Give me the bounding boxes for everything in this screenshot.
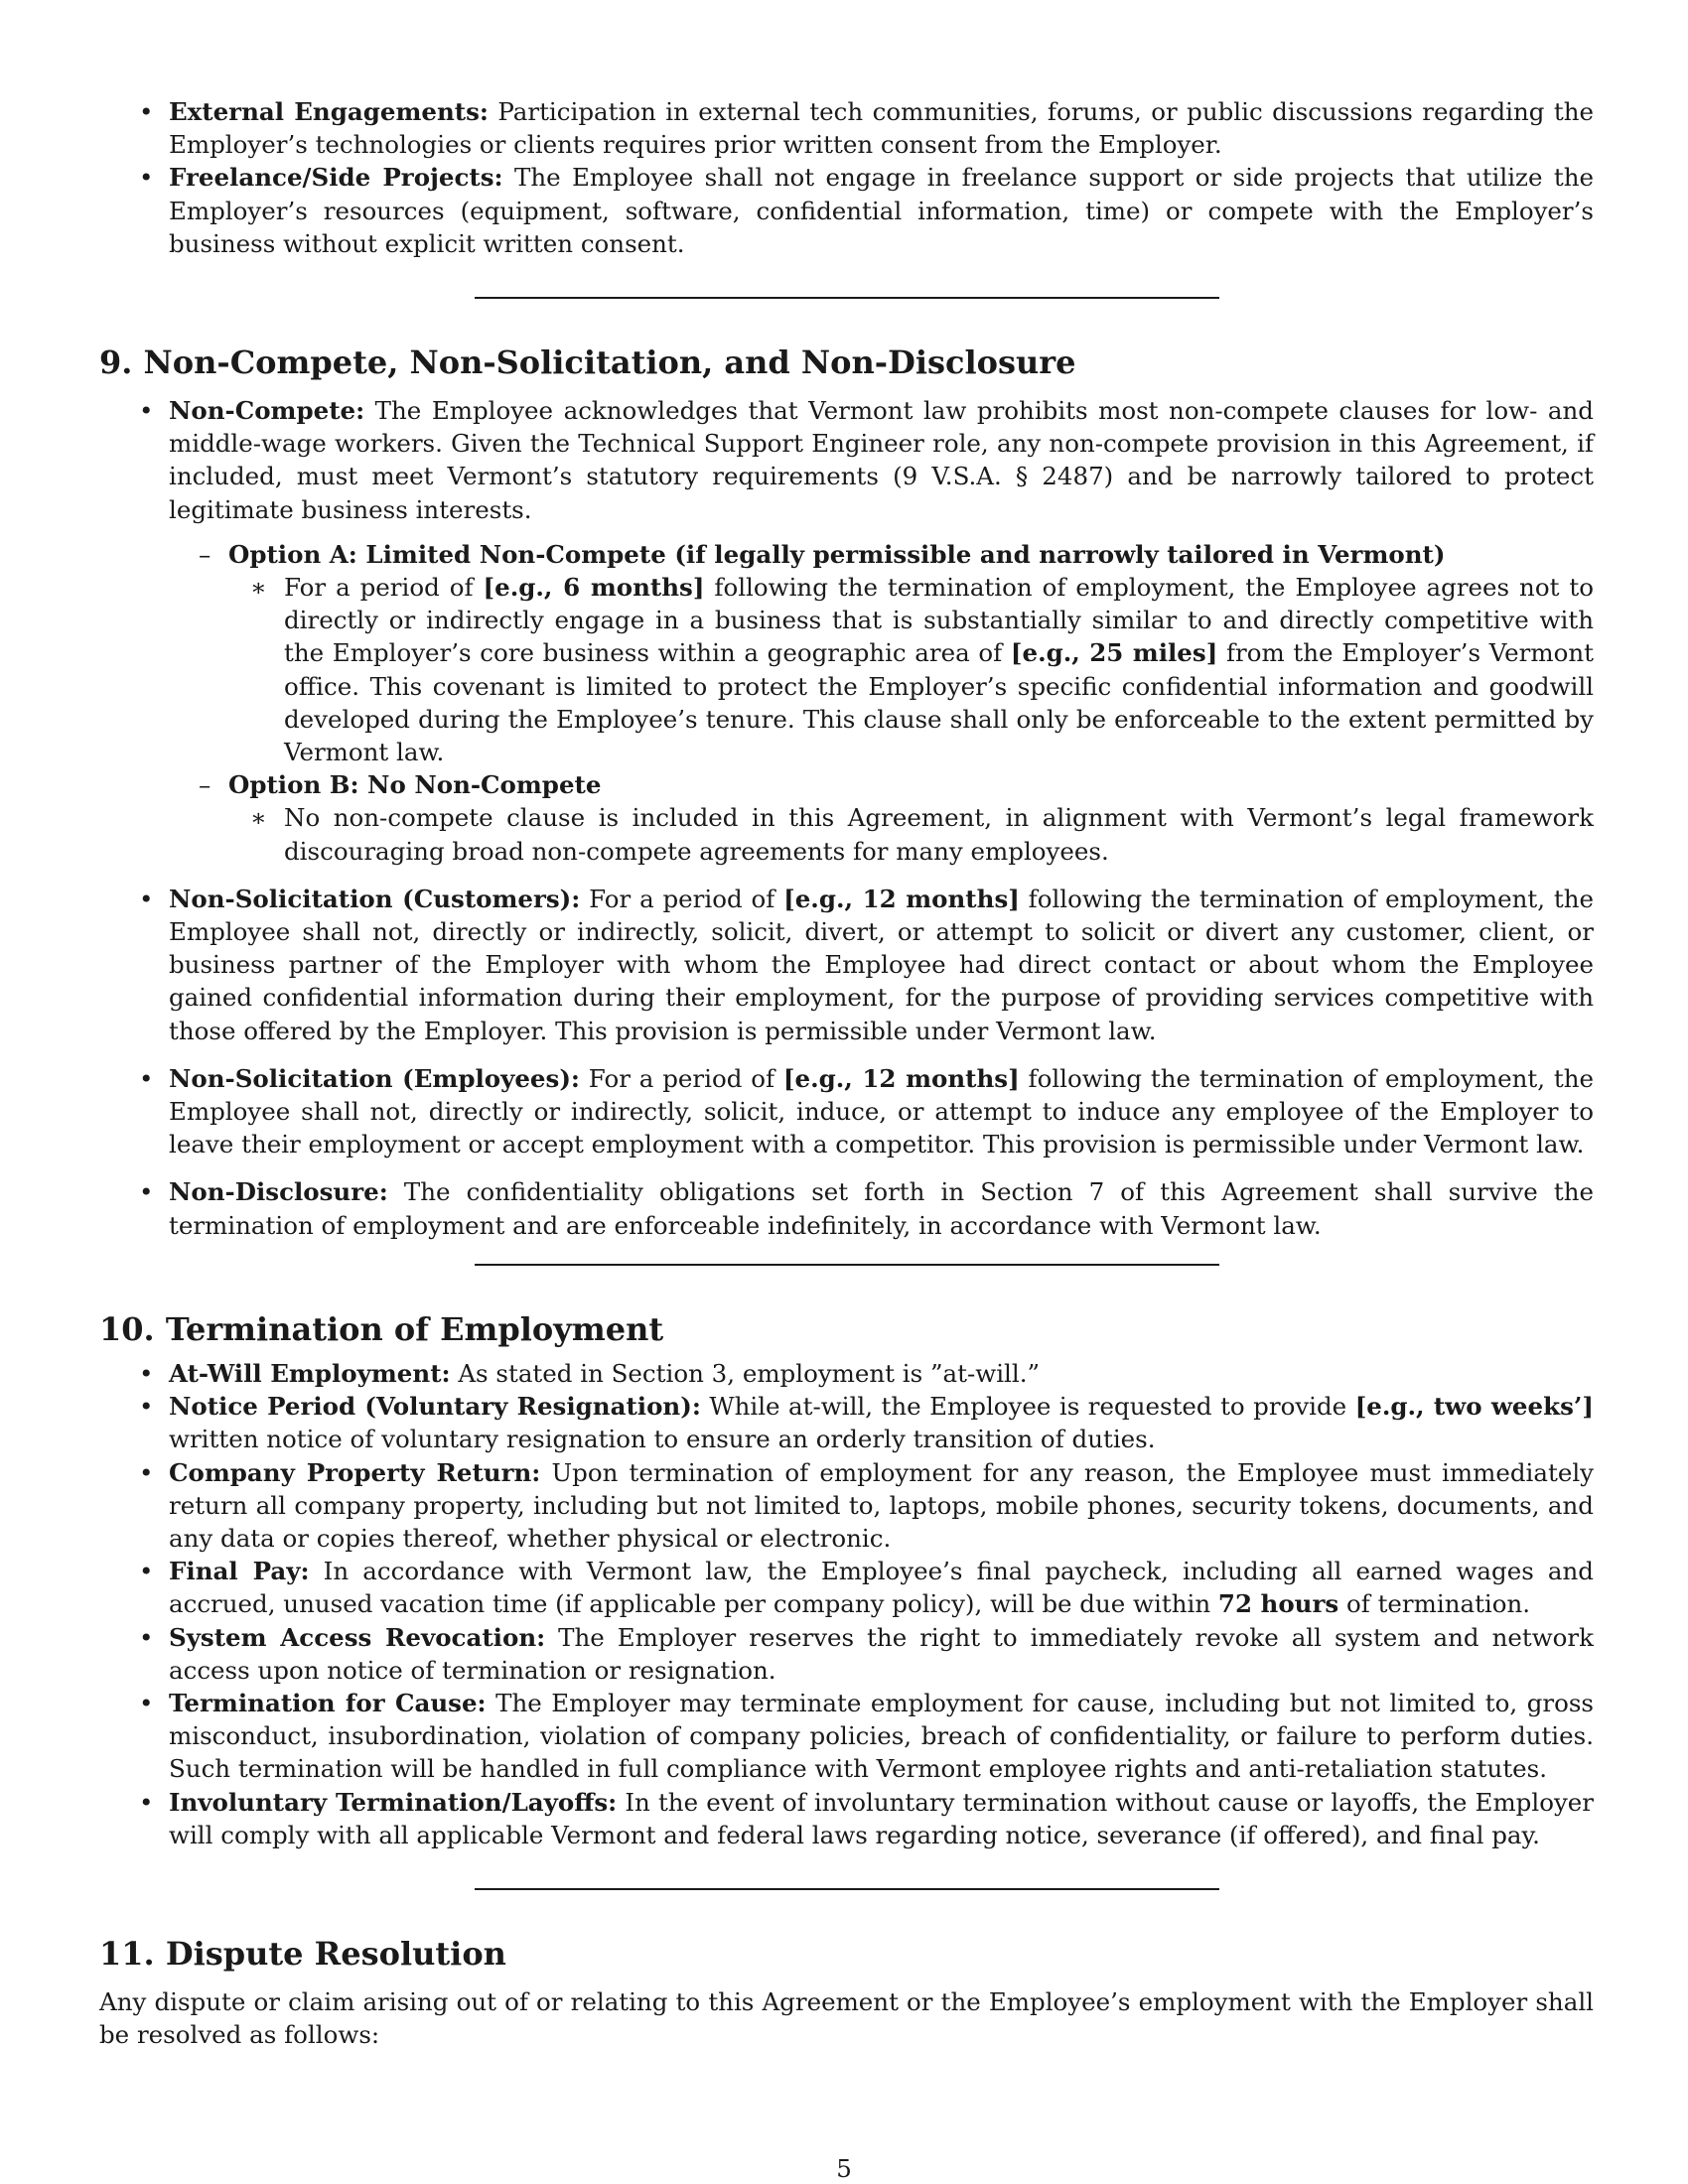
section-10-list <box>99 1357 1594 1851</box>
item-text: Participation in external tech communities, forums, or public discussions regarding the Employer’s technologies or clients requires prior written consent from the Employer. <box>169 97 1594 160</box>
item-label: External Engagements: <box>169 97 489 126</box>
section-divider <box>475 1264 1219 1266</box>
list-item <box>99 161 1594 260</box>
document-page <box>99 95 1594 2051</box>
item-label: Company Property Return: <box>169 1457 541 1487</box>
item-label: Non-Solicitation (Employees): <box>169 1063 580 1093</box>
item-text: The Employee acknowledges that Vermont law prohibits most non-compete clauses for low- and middle-wage workers. Given the Technical Support Engineer role, any non-compete provision in this Agreement, if included, must meet Vermont’s statutory requirements (9 V.S.A. § 2487) and be narrowly tailored to protect legitimate business interests. <box>169 396 1594 524</box>
list-item-involuntary-termination <box>99 1786 1594 1851</box>
item-label: Final Pay: <box>169 1557 310 1586</box>
text: from the Employer’s Vermont office. This covenant is limited to protect the Employer’s specific confidential information and goodwill developed during the Employee’s tenure. This clause shall only be enforceable to the extent permitted by Vermont law. <box>284 638 1594 767</box>
placeholder-distance: [e.g., 25 miles] <box>1010 638 1218 668</box>
text: In accordance with Vermont law, the Employee’s final paycheck, including all earned wages and accrued, unused vacation time (if applicable per company policy), will be due within <box>169 1557 1594 1619</box>
list-item: ∗ No non-compete clause is included in this Agreement, in alignment with Vermont’s legal framework discouraging broad non-compete agreements for many employees. <box>228 801 1594 867</box>
section-9-heading: 9. Non-Compete, Non-Solicitation, and Non-Disclosure <box>99 343 1076 382</box>
noncompete-options <box>169 538 1594 868</box>
section-11-intro: Any dispute or claim arising out of or relating to this Agreement or the Employee’s employment with the Employer shall be resolved as follows: <box>99 1986 1594 2050</box>
item-label: Notice Period (Voluntary Resignation): <box>169 1392 701 1422</box>
list-item-nonsolicit-customers <box>99 883 1594 1047</box>
item-label: System Access Revocation: <box>169 1622 546 1652</box>
item-text: As stated in Section 3, employment is ”at-will.” <box>450 1358 1041 1388</box>
text: following the termination of employment, the Employee shall not, directly or indirectly, solicit, induce, or attempt to induce any employee of the Employer to leave their employment or accept employment with a competitor. This provision is permissible under Vermont law. <box>169 1063 1595 1160</box>
item-label: At-Will Employment: <box>169 1358 451 1388</box>
item-text: The Employee shall not engage in freelance support or side projects that utilize the Employer’s resources (equipment, software, confidential information, time) or compete with the Employer’s business without explicit written consent. <box>169 163 1594 258</box>
top-bullet-list <box>99 95 1594 260</box>
text: of termination. <box>1338 1589 1531 1619</box>
item-label: Involuntary Termination/Layoffs: <box>169 1787 618 1817</box>
item-text: The Employer may terminate employment for cause, including but not limited to, gross misconduct, insubordination, violation of company policies, breach of confidentiality, or failure to perform duties. Such termination will be handled in full compliance with Vermont employee rights and anti-retaliation statutes. <box>169 1688 1594 1784</box>
section-9-list <box>99 394 1594 1242</box>
item-label: Non-Disclosure: <box>169 1177 388 1207</box>
placeholder-term: [e.g., 12 months] <box>783 884 1020 913</box>
item-label: Termination for Cause: <box>169 1688 487 1717</box>
list-item-notice-period <box>99 1390 1594 1455</box>
option-a <box>169 538 1594 768</box>
list-item-access-revocation <box>99 1621 1594 1687</box>
item-text: The confidentiality obligations set forth in Section 7 of this Agreement shall survive the termination of employment and are enforceable indefinitely, in accordance with Vermont law. <box>169 1177 1594 1240</box>
list-item-nonsolicit-employees <box>99 1062 1594 1161</box>
placeholder-term: [e.g., 12 months] <box>782 1063 1020 1093</box>
placeholder-term: [e.g., two weeks’] <box>1354 1392 1594 1422</box>
list-item-termination-for-cause <box>99 1687 1594 1786</box>
option-b-details <box>228 801 1594 867</box>
text: For a period of <box>579 1063 783 1093</box>
section-10-heading: 10. Termination of Employment <box>99 1309 664 1348</box>
text: written notice of voluntary resignation to ensure an orderly transition of duties. <box>169 1425 1156 1454</box>
option-a-label: Option A: Limited Non-Compete (if legally permissible and narrowly tailored in Vermont) <box>228 539 1446 569</box>
list-item-final-pay <box>99 1555 1594 1620</box>
text: For a period of <box>580 884 784 913</box>
item-label: Non-Compete: <box>169 396 365 426</box>
item-text: The Employer reserves the right to immediately revoke all system and network access upon notice of termination or resignation. <box>169 1622 1594 1685</box>
section-11-heading: 11. Dispute Resolution <box>99 1934 506 1973</box>
list-item <box>228 571 1594 768</box>
option-a-details <box>228 571 1594 768</box>
item-label: Freelance/Side Projects: <box>169 163 503 193</box>
text: For a period of <box>284 573 484 603</box>
deadline: 72 hours <box>1217 1589 1339 1619</box>
page-number: 5 <box>836 2154 852 2183</box>
item-text: In the event of involuntary termination without cause or layoffs, the Employer will comply with all applicable Vermont and federal laws regarding notice, severance (if offered), and final pay. <box>169 1787 1594 1849</box>
list-item-nondisclosure <box>99 1175 1594 1241</box>
option-b <box>169 768 1594 868</box>
text: While at-will, the Employee is requested to provide <box>700 1392 1355 1422</box>
option-b-label: Option B: No Non-Compete <box>228 770 602 800</box>
list-item-property-return <box>99 1456 1594 1556</box>
section-divider <box>475 1888 1219 1890</box>
list-item-noncompete <box>99 394 1594 868</box>
section-divider <box>475 297 1219 299</box>
placeholder-term: [e.g., 6 months] <box>483 573 705 603</box>
list-item-at-will <box>99 1357 1594 1390</box>
item-label: Non-Solicitation (Customers): <box>169 884 581 913</box>
text: following the termination of employment, the Employee shall not, directly or indirectly, solicit, divert, or attempt to solicit or divert any customer, client, or business partner of the Employer with whom the Employee had direct contact or about whom the Employee gained confidential information during their employment, for the purpose of providing services competitive with those offered by the Employer. This provision is permissible under Vermont law. <box>169 884 1594 1045</box>
text: following the termination of employment, the Employee agrees not to directly or indirectly engage in a business that is substantially similar to and directly competitive with the Employer’s core business within a geographic area of <box>284 573 1594 668</box>
list-item <box>99 95 1594 161</box>
item-text: Upon termination of employment for any reason, the Employee must immediately return all company property, including but not limited to, laptops, mobile phones, security tokens, documents, and any data or copies thereof, whether physical or electronic. <box>169 1457 1594 1553</box>
